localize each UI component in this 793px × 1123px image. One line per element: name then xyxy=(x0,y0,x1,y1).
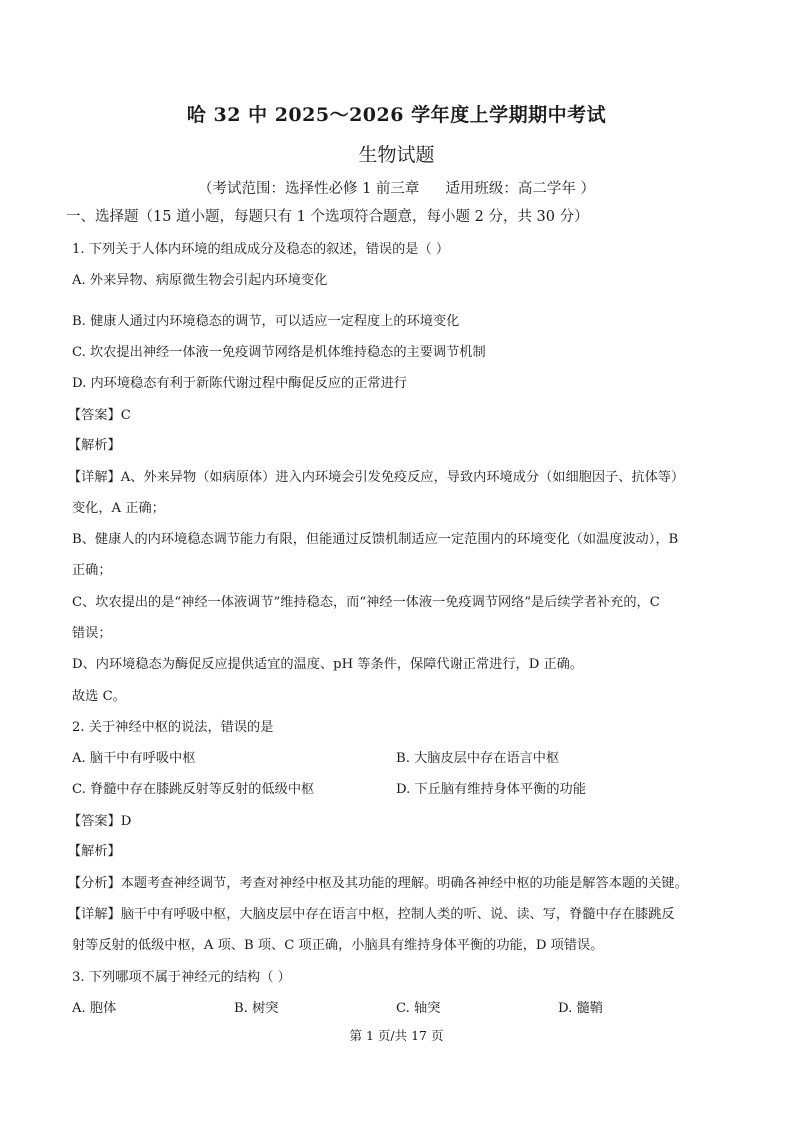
q1-detail-4: D、内环境稳态为酶促反应提供适宜的温度、pH 等条件，保障代谢正常进行，D 正确。 xyxy=(72,657,584,672)
q1-analysis-label: 【解析】 xyxy=(68,438,121,453)
exam-scope-class: 适用班级：高二学年 ） xyxy=(445,181,596,197)
q2-detail-a: 【详解】脑干中有呼吸中枢，大脑皮层中存在语言中枢，控制人类的听、说、读、写，脊髓中存在膝跳反 xyxy=(68,907,675,922)
q2-option-a: A. 脑干中有呼吸中枢 xyxy=(72,751,196,766)
q2-option-d: D. 下丘脑有维持身体平衡的功能 xyxy=(396,782,586,797)
q3-option-a: A. 胞体 xyxy=(72,1001,117,1016)
q2-answer: 【答案】D xyxy=(68,814,132,829)
q1-option-d: D. 内环境稳态有利于新陈代谢过程中酶促反应的正常进行 xyxy=(72,376,407,391)
q2-option-b: B. 大脑皮层中存在语言中枢 xyxy=(396,751,560,766)
exam-subtitle: 生物试题 xyxy=(358,144,435,166)
q2-fenxi: 【分析】本题考查神经调节，考查对神经中枢及其功能的理解。明确各神经中枢的功能是解答本题的关键。 xyxy=(68,876,688,891)
q3-option-c: C. 轴突 xyxy=(396,1001,441,1016)
exam-title: 哈 32 中 2025～2026 学年度上学期期中考试 xyxy=(186,104,607,126)
q1-answer: 【答案】C xyxy=(68,408,131,423)
q3-stem: 3. 下列哪项不属于神经元的结构（ ） xyxy=(72,970,291,985)
q1-detail-2b: 正确； xyxy=(72,563,112,578)
q1-option-a: A. 外来异物、病原微生物会引起内环境变化 xyxy=(72,273,328,288)
q1-detail-1b: 变化，A 正确； xyxy=(72,501,165,516)
q1-detail-1a: 【详解】A、外来异物（如病原体）进入内环境会引发免疫反应，导致内环境成分（如细胞因子、抗体等） xyxy=(68,470,685,485)
q2-analysis-label: 【解析】 xyxy=(68,844,121,859)
q2-stem: 2. 关于神经中枢的说法，错误的是 xyxy=(72,720,274,735)
q1-conclusion: 故选 C。 xyxy=(72,689,126,704)
q2-option-c: C. 脊髓中存在膝跳反射等反射的低级中枢 xyxy=(72,782,315,797)
q1-option-b: B. 健康人通过内环境稳态的调节，可以适应一定程度上的环境变化 xyxy=(72,314,460,329)
page-number: 第 1 页/共 17 页 xyxy=(349,1028,444,1043)
q3-option-b: B. 树突 xyxy=(234,1001,279,1016)
q2-detail-b: 射等反射的低级中枢，A 项、B 项、C 项正确，小脑具有维持身体平衡的功能，D 项错误。 xyxy=(72,938,604,953)
q1-detail-3a: C、坎农提出的是“神经一体液调节”维持稳态，而“神经一体液一免疫调节网络”是后续学者补充的，C xyxy=(72,595,660,610)
q1-detail-2a: B、健康人的内环境稳态调节能力有限，但能通过反馈机制适应一定范围内的环境变化（如温度波动），B xyxy=(72,532,679,547)
exam-scope-range: （考试范围：选择性必修 1 前三章 xyxy=(197,181,420,197)
exam-scope xyxy=(0,177,793,198)
q1-option-c: C. 坎农提出神经一体液一免疫调节网络是机体维持稳态的主要调节机制 xyxy=(72,345,486,360)
q1-detail-3b: 错误； xyxy=(72,626,112,641)
section-heading: 一、选择题（15 道小题，每题只有 1 个选项符合题意，每小题 2 分，共 30 分） xyxy=(66,209,589,225)
q1-stem: 1. 下列关于人体内环境的组成成分及稳态的叙述，错误的是（ ） xyxy=(72,242,450,257)
q3-option-d: D. 髓鞘 xyxy=(558,1001,603,1016)
